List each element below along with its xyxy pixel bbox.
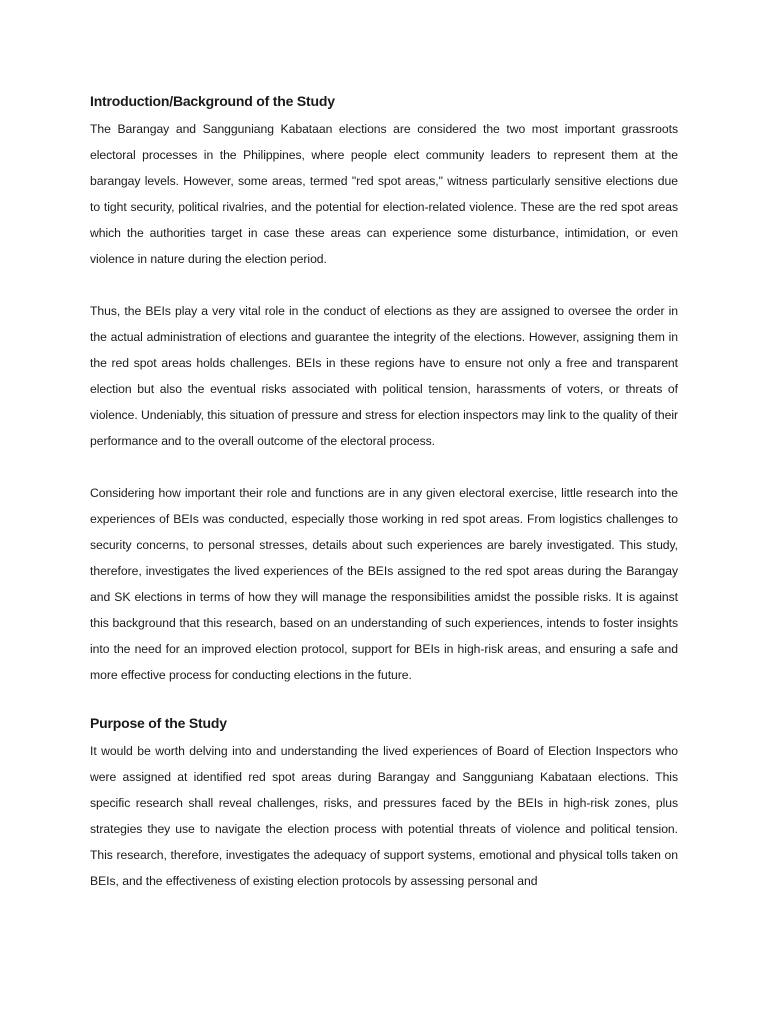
section-heading: Purpose of the Study bbox=[90, 715, 227, 731]
document-page bbox=[90, 90, 678, 894]
paragraph: The Barangay and Sangguniang Kabataan elections are considered the two most important grassroots electoral processes in the Philippines, where people elect community leaders to represent them at the barangay levels. However, some areas, termed "red spot areas," witness particularly sensitive elections due to tight security, political rivalries, and the potential for election-related violence. These are the red spot areas which the authorities target in case these areas can experience some disturbance, intimidation, or even violence in nature during the election period. bbox=[90, 122, 678, 266]
section-heading: Introduction/Background of the Study bbox=[90, 93, 335, 109]
paragraph: Thus, the BEIs play a very vital role in the conduct of elections as they are assigned to oversee the order in the actual administration of elections and guarantee the integrity of the elections. However, assigning them in the red spot areas holds challenges. BEIs in these regions have to ensure not only a free and transparent election but also the eventual risks associated with political tension, harassments of voters, or threats of violence. Undeniably, this situation of pressure and stress for election inspectors may link to the quality of their performance and to the overall outcome of the electoral process. bbox=[90, 304, 678, 448]
section-purpose bbox=[90, 712, 678, 894]
section-introduction bbox=[90, 90, 678, 688]
paragraph: It would be worth delving into and understanding the lived experiences of Board of Election Inspectors who were assigned at identified red spot areas during Barangay and Sangguniang Kabataan elections. This specific research shall reveal challenges, risks, and pressures faced by the BEIs in high-risk zones, plus strategies they use to navigate the election process with potential threats of violence and political tension. This research, therefore, investigates the adequacy of support systems, emotional and physical tolls taken on BEIs, and the effectiveness of existing election protocols by assessing personal and bbox=[90, 744, 678, 888]
paragraph: Considering how important their role and functions are in any given electoral exercise, little research into the experiences of BEIs was conducted, especially those working in red spot areas. From logistics challenges to security concerns, to personal stresses, details about such experiences are barely investigated. This study, therefore, investigates the lived experiences of the BEIs assigned to the red spot areas during the Barangay and SK elections in terms of how they will manage the responsibilities amidst the possible risks. It is against this background that this research, based on an understanding of such experiences, intends to foster insights into the need for an improved election protocol, support for BEIs in high-risk areas, and ensuring a safe and more effective process for conducting elections in the future. bbox=[90, 486, 678, 682]
